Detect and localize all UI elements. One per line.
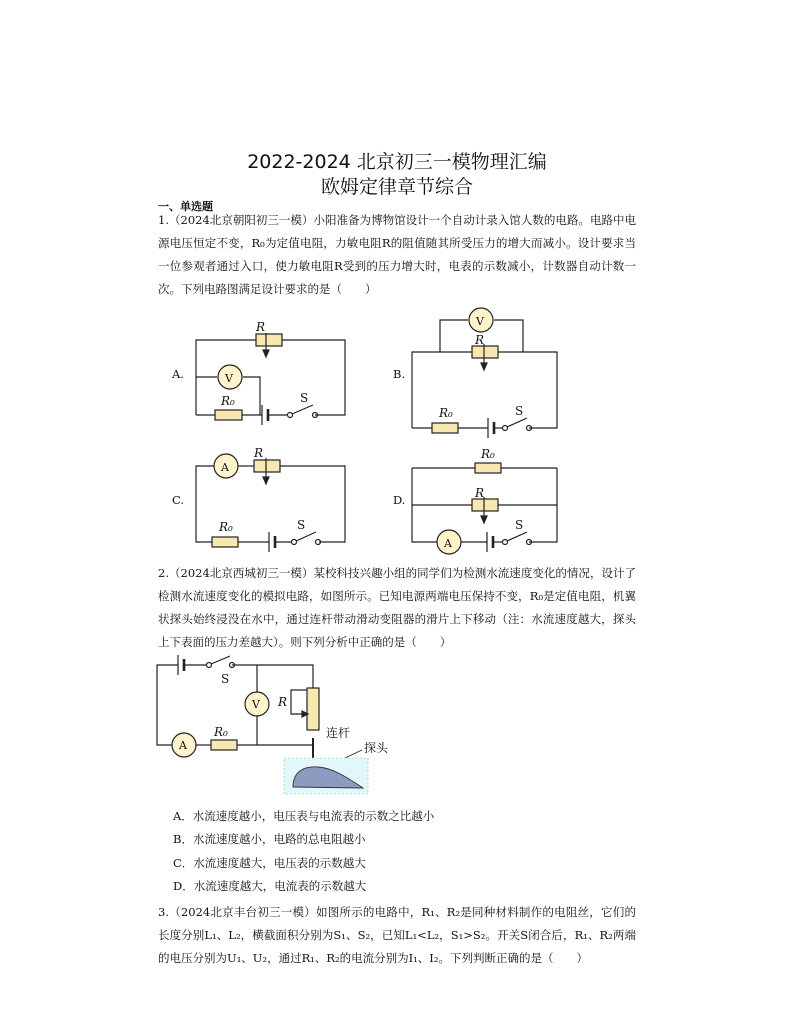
wire xyxy=(196,466,214,542)
section-heading: 一、单选题 xyxy=(158,200,213,213)
arrow-head xyxy=(481,516,487,523)
wire xyxy=(232,665,313,690)
q2-option-a[interactable]: A．水流速度越小，电压表与电流表的示数之比越小 xyxy=(173,809,435,823)
voltmeter-label: V xyxy=(476,315,484,328)
resistor-r0 xyxy=(432,423,458,433)
label-switch: S xyxy=(221,672,230,686)
resistor-r0 xyxy=(212,537,238,547)
switch-pivot xyxy=(288,413,293,418)
voltmeter-label: V xyxy=(225,372,233,385)
choice-d-label: D. xyxy=(393,493,406,507)
circuit-a xyxy=(196,333,345,425)
circuit-c xyxy=(196,454,345,552)
voltmeter-label: V xyxy=(252,698,260,711)
ammeter-label: A xyxy=(221,461,229,474)
label-r: R xyxy=(256,320,266,334)
choice-b-label: B. xyxy=(393,367,406,381)
label-switch: S xyxy=(515,518,524,532)
label-switch: S xyxy=(297,518,306,532)
switch-pivot xyxy=(207,663,212,668)
switch-lever xyxy=(292,405,313,414)
switch-lever xyxy=(507,418,527,427)
question-3-text: 3.（2024北京丰台初三一模）如图所示的电路中，R₁、R₂是同种材料制作的电阻丝，它们的长度分别L₁、L₂，横截面积分别为S₁、S₂，已知L₁<L₂，S₁>S₂。开关S闭合后，R₁、R₂两端的电压分别为U₁、U₂，通过R₁、R₂的电流分别为I₁、I₂。下列判断正确的是（ ） xyxy=(158,905,636,965)
resistor-r0 xyxy=(215,410,242,420)
switch-lever xyxy=(211,656,230,664)
circuit-d xyxy=(412,463,557,554)
wire xyxy=(243,377,260,415)
label-r0: R₀ xyxy=(221,394,235,408)
circuit-b xyxy=(412,308,557,438)
q2-circuit xyxy=(157,655,368,794)
ammeter-label: A xyxy=(444,537,452,550)
switch-lever xyxy=(296,532,316,541)
resistor-r0 xyxy=(211,740,237,750)
switch-pivot xyxy=(503,426,508,431)
arrow-head xyxy=(481,363,487,370)
resistor-r xyxy=(472,499,498,511)
page-subtitle: 欧姆定律章节综合 xyxy=(320,176,473,198)
label-r: R xyxy=(475,486,485,500)
arrow-head xyxy=(263,350,269,357)
choice-c-label: C. xyxy=(172,493,185,507)
resistor-r0 xyxy=(475,463,501,473)
resistor-r xyxy=(307,688,319,730)
label-switch: S xyxy=(300,391,309,405)
label-r0: R₀ xyxy=(481,447,495,461)
q2-option-d[interactable]: D．水流速度越大，电流表的示数越大 xyxy=(173,879,367,893)
resistor-r xyxy=(254,460,280,472)
label-switch: S xyxy=(515,404,524,418)
question-1-text: 1.（2024北京朝阳初三一模）小阳准备为博物馆设计一个自动计录入馆人数的电路。电路中电源电压恒定不变，R₀为定值电阻，力敏电阻R的阻值随其所受压力的增大而减小。设计要求当一位参观者通过入口，使力敏电阻R受到的压力增大时，电表的示数减小，计数器自动计数一次。下列电路图满足设计要求的是（ ） xyxy=(158,213,636,296)
switch-pivot xyxy=(503,540,508,545)
ammeter-label: A xyxy=(179,739,187,752)
switch-lever xyxy=(507,532,527,541)
wire xyxy=(157,665,178,745)
choice-a-label: A. xyxy=(172,367,184,381)
label-r: R xyxy=(278,695,288,709)
q2-option-b[interactable]: B．水流速度越小，电路的总电阻越小 xyxy=(173,832,366,846)
resistor-r xyxy=(472,346,498,358)
wire xyxy=(440,320,468,352)
label-r: R xyxy=(475,333,485,347)
probe-leader-line xyxy=(345,750,362,758)
switch-pivot xyxy=(292,540,297,545)
page-title: 2022-2024 北京初三一模物理汇编 xyxy=(247,151,547,173)
resistor-r xyxy=(256,334,282,346)
arrow-head xyxy=(263,477,269,484)
label-r0: R₀ xyxy=(219,520,233,534)
label-r: R xyxy=(254,446,264,460)
q2-option-c[interactable]: C．水流速度越大，电压表的示数越大 xyxy=(173,856,366,870)
label-r0: R₀ xyxy=(439,406,453,420)
question-2-text: 2.（2024北京西城初三一模）某校科技兴趣小组的同学们为检测水流速度变化的情况，设计了检测水流速度变化的模拟电路，如图所示。已知电源两端电压保持不变，R₀是定值电阻，机翼状探头始终浸没在水中，通过连杆带动滑动变阻器的滑片上下移动（注：水流速度越大，探头上下表面的压力差越大）。则下列分析中正确的是（ ） xyxy=(158,566,636,649)
wire xyxy=(280,466,345,542)
label-connecting-rod: 连杆 xyxy=(326,726,351,740)
label-r0: R₀ xyxy=(214,725,228,739)
label-probe: 探头 xyxy=(364,741,389,755)
